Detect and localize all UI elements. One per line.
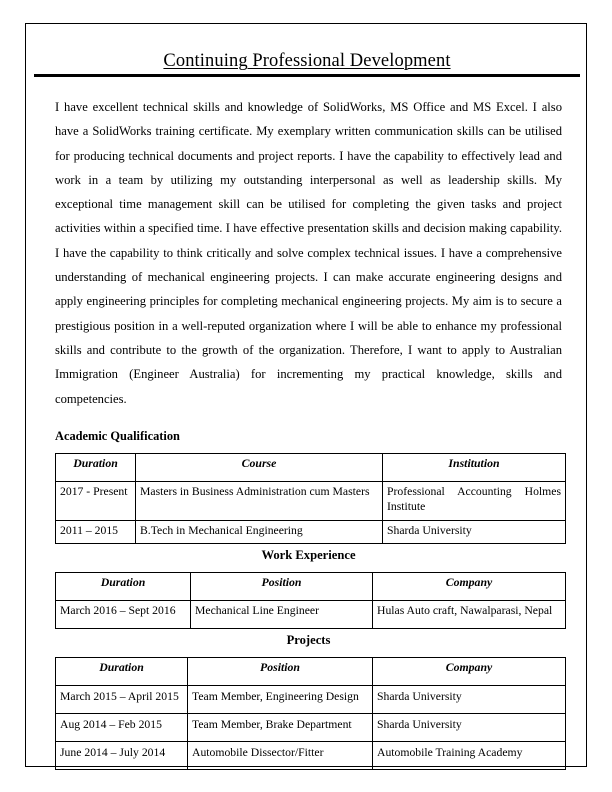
work-experience-table bbox=[55, 572, 566, 629]
cell-company: Sharda University bbox=[373, 685, 566, 713]
cell-duration: June 2014 – July 2014 bbox=[56, 741, 188, 769]
section-heading-academic-qualification: Academic Qualification bbox=[55, 428, 180, 443]
cell-duration: March 2016 – Sept 2016 bbox=[56, 600, 191, 628]
cell-course: B.Tech in Mechanical Engineering bbox=[136, 520, 383, 543]
page-title: Continuing Professional Development bbox=[163, 51, 451, 71]
section-heading-work-experience: Work Experience bbox=[261, 547, 356, 562]
page-border bbox=[25, 23, 587, 767]
academic-qualification-table bbox=[55, 453, 566, 544]
column-header-institution: Institution bbox=[383, 453, 566, 481]
cell-company: Automobile Training Academy bbox=[373, 741, 566, 769]
document-header bbox=[26, 45, 588, 95]
table-row bbox=[56, 481, 566, 520]
projects-table bbox=[55, 657, 566, 770]
column-header-position: Position bbox=[188, 657, 373, 685]
cell-position: Automobile Dissector/Fitter bbox=[188, 741, 373, 769]
cell-company: Hulas Auto craft, Nawalparasi, Nepal bbox=[373, 600, 566, 628]
table-header-row bbox=[56, 572, 566, 600]
cell-duration: Aug 2014 – Feb 2015 bbox=[56, 713, 188, 741]
column-header-duration: Duration bbox=[56, 572, 191, 600]
table-row bbox=[56, 685, 566, 713]
table-row bbox=[56, 713, 566, 741]
cell-duration: 2011 – 2015 bbox=[56, 520, 136, 543]
cell-institution: Professional Accounting Holmes Institute bbox=[383, 481, 566, 520]
title-horizontal-rule bbox=[34, 74, 580, 77]
cell-duration: March 2015 – April 2015 bbox=[56, 685, 188, 713]
column-header-course: Course bbox=[136, 453, 383, 481]
table-row bbox=[56, 741, 566, 769]
table-row bbox=[56, 600, 566, 628]
section-heading-projects: Projects bbox=[286, 632, 331, 647]
cell-position: Team Member, Brake Department bbox=[188, 713, 373, 741]
document-content bbox=[26, 24, 588, 768]
cell-company: Sharda University bbox=[373, 713, 566, 741]
column-header-duration: Duration bbox=[56, 453, 136, 481]
cell-position: Mechanical Line Engineer bbox=[191, 600, 373, 628]
table-header-row bbox=[56, 453, 566, 481]
cell-course: Masters in Business Administration cum Masters bbox=[136, 481, 383, 520]
column-header-company: Company bbox=[373, 657, 566, 685]
column-header-duration: Duration bbox=[56, 657, 188, 685]
cell-institution: Sharda University bbox=[383, 520, 566, 543]
summary-paragraph: I have excellent technical skills and knowledge of SolidWorks, MS Office and MS Excel. I also have a SolidWorks training certificate. My exemplary written communication skills can be utilised for producing technical documents and project reports. I have the capability to effectively lead and work in a team by utilizing my outstanding interpersonal as well as leadership skills. My exceptional time management skill can be utilised for completing the given tasks and project activities within a specified time. I have effective presentation skills and decision making capability. I have the capability to think critically and solve complex technical issues. I have a comprehensive understanding of mechanical engineering projects. I can make accurate engineering designs and apply engineering principles for completing mechanical engineering projects. My aim is to secure a prestigious position in a well-reputed organization where I will be able to enhance my professional skills and contribute to the growth of the organization. Therefore, I want to apply to Australian Immigration (Engineer Australia) for incrementing my practical knowledge, skills and competencies. bbox=[55, 100, 562, 406]
column-header-company: Company bbox=[373, 572, 566, 600]
column-header-position: Position bbox=[191, 572, 373, 600]
table-header-row bbox=[56, 657, 566, 685]
table-row bbox=[56, 520, 566, 543]
cell-duration: 2017 - Present bbox=[56, 481, 136, 520]
cell-position: Team Member, Engineering Design bbox=[188, 685, 373, 713]
